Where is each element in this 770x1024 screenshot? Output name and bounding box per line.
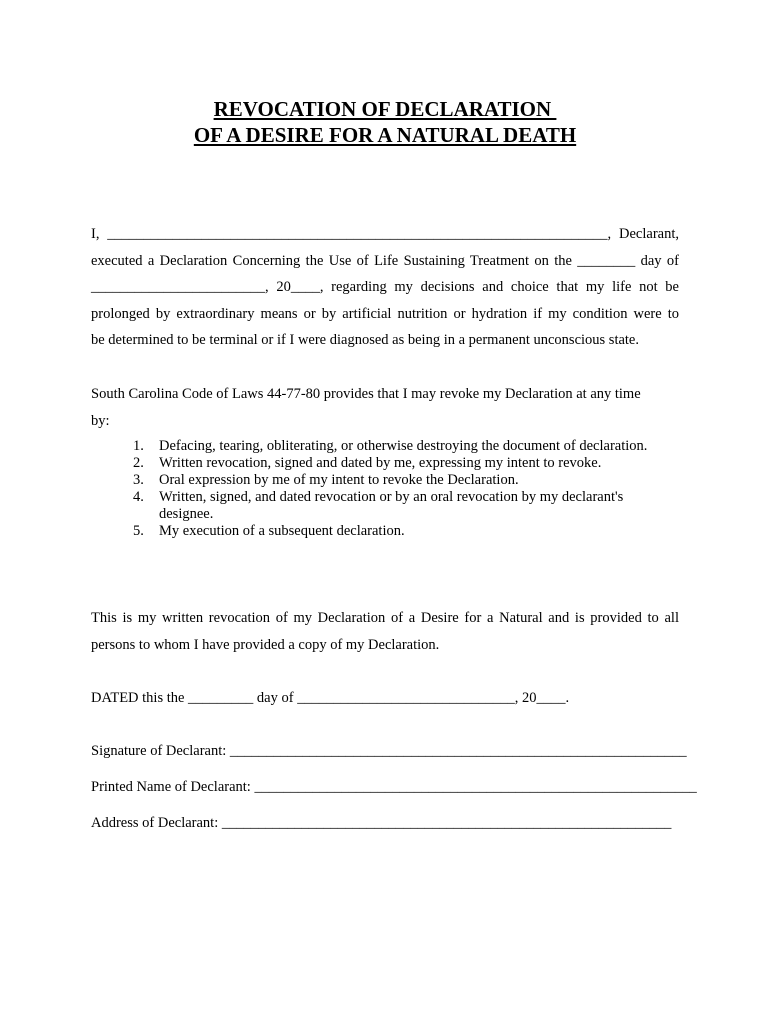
list-item-text: My execution of a subsequent declaration. bbox=[159, 523, 405, 539]
revocation-line-2: persons to whom I have provided a copy of my Declaration. bbox=[91, 636, 440, 653]
list-item-number: 2. bbox=[133, 455, 144, 471]
document-title-line-2: OF A DESIRE FOR A NATURAL DEATH bbox=[193, 123, 577, 147]
code-line-1: South Carolina Code of Laws 44-77-80 provides that I may revoke my Declaration at any time bbox=[91, 386, 641, 402]
list-item-text: Oral expression by me of my intent to revoke the Declaration. bbox=[159, 472, 519, 488]
list-item-text: Written, signed, and dated revocation or by an oral revocation by my declarant's designee. bbox=[159, 489, 624, 522]
intro-line-5: be determined to be terminal or if I were diagnosed as being in a permanent unconscious state. bbox=[91, 332, 639, 348]
address-field[interactable]: Address of Declarant: ______________________________________________________________ bbox=[91, 815, 672, 831]
document-title-line-1: REVOCATION OF DECLARATION bbox=[213, 97, 557, 121]
list-item-number: 5. bbox=[133, 523, 144, 539]
list-item bbox=[133, 489, 649, 523]
code-line-2: by: bbox=[91, 412, 110, 429]
declarant-intro-paragraph bbox=[91, 221, 679, 354]
sc-code-paragraph bbox=[91, 381, 679, 434]
list-item bbox=[133, 472, 693, 489]
revocation-methods-list bbox=[133, 438, 693, 540]
revocation-line-1: This is my written revocation of my Declaration of a Desire for a Natural and is provided to all bbox=[91, 610, 679, 626]
list-item-number: 3. bbox=[133, 472, 144, 488]
list-item-text: Written revocation, signed and dated by me, expressing my intent to revoke. bbox=[159, 455, 602, 471]
signature-field[interactable]: Signature of Declarant: _______________________________________________________________ bbox=[91, 743, 687, 759]
printed-name-field[interactable]: Printed Name of Declarant: _____________________________________________________________ bbox=[91, 779, 697, 795]
revocation-statement-paragraph bbox=[91, 605, 679, 658]
intro-line-4: prolonged by extraordinary means or by artificial nutrition or hydration if my condition were to bbox=[91, 305, 679, 322]
list-item-number: 1. bbox=[133, 438, 144, 454]
list-item bbox=[133, 523, 693, 540]
list-item-number: 4. bbox=[133, 489, 144, 505]
list-item bbox=[133, 438, 693, 455]
dated-line[interactable]: DATED this the _________ day of ______________________________, 20____. bbox=[91, 690, 570, 706]
list-item-text: Defacing, tearing, obliterating, or otherwise destroying the document of declaration. bbox=[159, 438, 648, 454]
intro-line-1: I, _____________________________________________________________________, Declarant, bbox=[91, 226, 679, 242]
list-item bbox=[133, 455, 693, 472]
intro-line-3: ________________________, 20____, regarding my decisions and choice that my life not be bbox=[91, 279, 679, 295]
intro-line-2: executed a Declaration Concerning the Use of Life Sustaining Treatment on the ________ day of bbox=[91, 252, 679, 269]
